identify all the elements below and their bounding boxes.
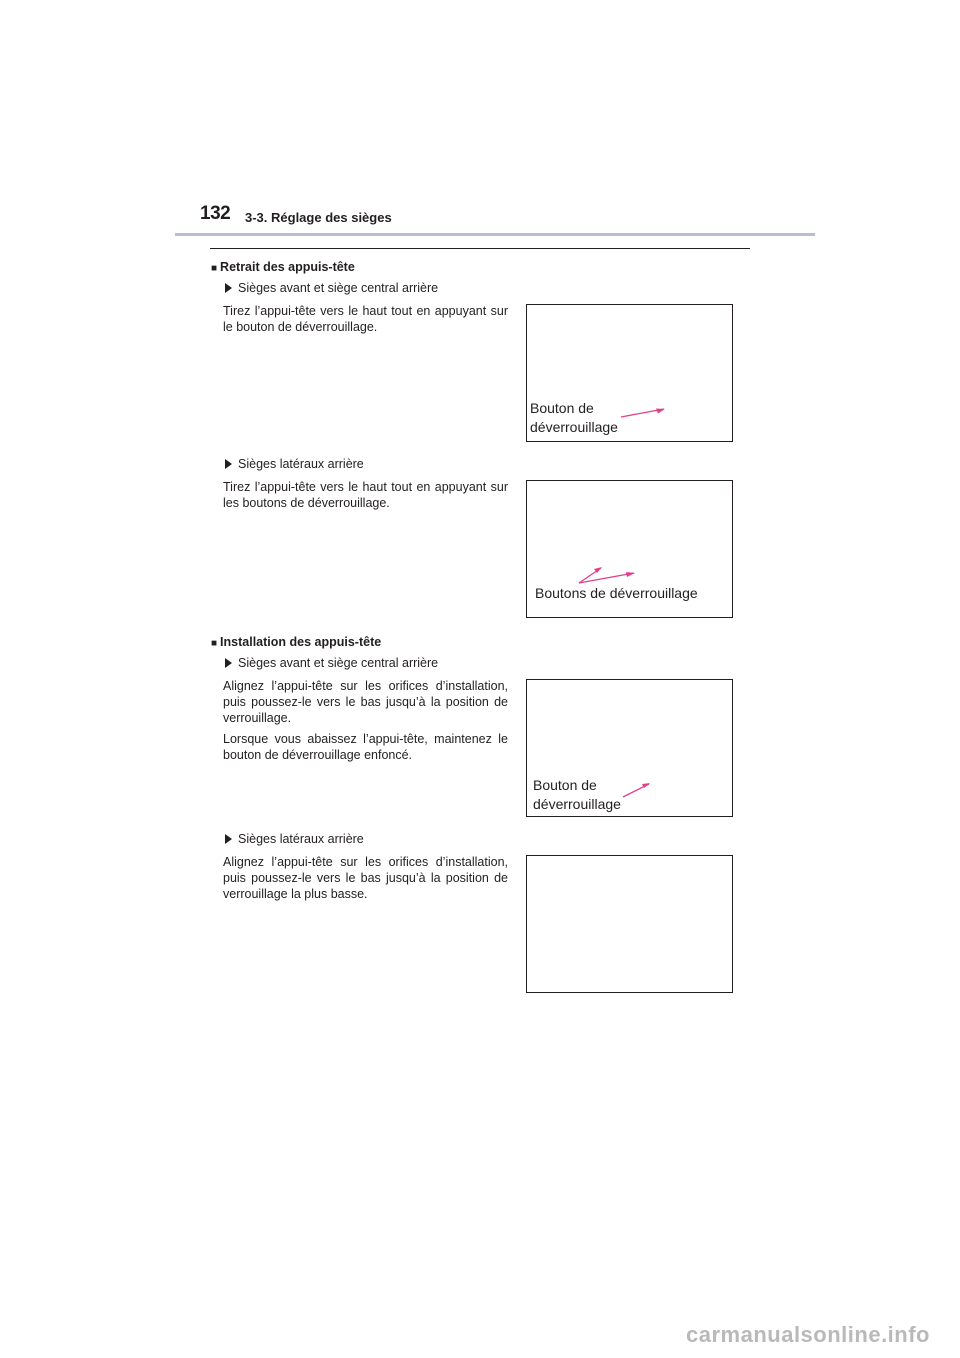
header-rule xyxy=(175,233,815,236)
section-heading-installation xyxy=(211,635,381,649)
instruction-text: Tirez l’appui-tête vers le haut tout en appuyant sur les boutons de déverrouillage. xyxy=(223,480,508,510)
triangle-bullet-icon xyxy=(225,658,232,668)
note-text: Lorsque vous abaissez l’appui-tête, maintenez le bouton de déverrouillage enfoncé. xyxy=(223,732,508,762)
chapter-title: 3-3. Réglage des sièges xyxy=(245,210,392,225)
subheading-text: Sièges latéraux arrière xyxy=(238,457,364,471)
instruction-text: Alignez l’appui-tête sur les orifices d’installation, puis poussez-le vers le bas jusqu’à la position de verrouillage la plus basse. xyxy=(223,855,508,901)
section-heading-text: Retrait des appuis-tête xyxy=(220,260,355,274)
subheading xyxy=(225,656,438,670)
subheading-text: Sièges avant et siège central arrière xyxy=(238,656,439,670)
instruction-text: Alignez l’appui-tête sur les orifices d’installation, puis poussez-le vers le bas jusqu’à la position de verrouillage. xyxy=(223,679,508,725)
figure-label: Bouton de déverrouillage xyxy=(530,400,618,435)
callout-arrow xyxy=(527,305,732,441)
figure-lowest-lock-position xyxy=(526,855,733,993)
square-bullet-icon: ■ xyxy=(211,263,218,274)
subheading xyxy=(225,832,364,846)
subheading-text: Sièges avant et siège central arrière xyxy=(238,281,439,295)
figure-label: Bouton de déverrouillage xyxy=(533,777,621,812)
callout-arrow xyxy=(527,680,732,816)
section-heading-removal xyxy=(211,260,355,274)
page-number: 132 xyxy=(200,203,231,224)
subheading xyxy=(225,457,364,471)
triangle-bullet-icon xyxy=(225,834,232,844)
figure-release-button xyxy=(526,304,733,442)
section-heading-text: Installation des appuis-tête xyxy=(220,635,382,649)
instruction-text: Tirez l’appui-tête vers le haut tout en appuyant sur le bouton de déverrouillage. xyxy=(223,304,508,334)
section-rule xyxy=(210,248,750,249)
triangle-bullet-icon xyxy=(225,459,232,469)
subheading xyxy=(225,281,438,295)
figure-label: Boutons de déverrouillage xyxy=(535,585,698,601)
callout-arrows xyxy=(527,481,732,617)
watermark: carmanualsonline.info xyxy=(686,1322,930,1347)
square-bullet-icon: ■ xyxy=(211,638,218,649)
figure-release-button xyxy=(526,679,733,817)
triangle-bullet-icon xyxy=(225,283,232,293)
figure-release-buttons xyxy=(526,480,733,618)
subheading-text: Sièges latéraux arrière xyxy=(238,832,364,846)
